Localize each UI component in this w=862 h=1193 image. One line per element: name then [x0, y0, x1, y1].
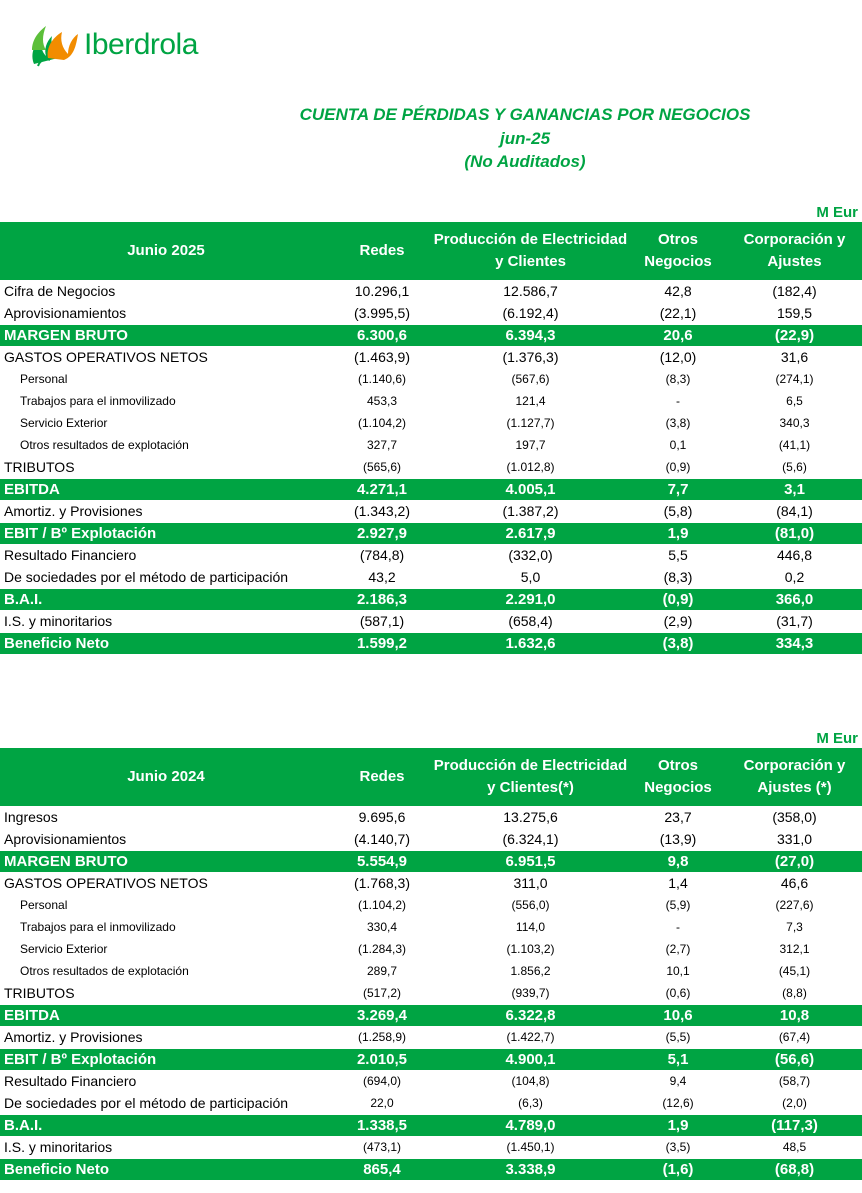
row-value: 446,8 — [776, 547, 813, 563]
row-label: Otros resultados de explotación — [20, 964, 189, 978]
row-value: (1.463,9) — [353, 349, 411, 365]
row-value: 311,0 — [513, 875, 548, 891]
row-value: (1.768,3) — [353, 875, 411, 891]
row-label: I.S. y minoritarios — [4, 612, 113, 629]
row-value: (6.324,1) — [502, 830, 559, 847]
row-value: 9,8 — [629, 850, 727, 872]
table-row — [0, 566, 862, 588]
pl-table-2025 — [0, 222, 862, 654]
row-value: 6.951,5 — [432, 850, 629, 872]
table-row — [0, 806, 862, 828]
row-value: - — [676, 394, 680, 408]
row-value: (22,1) — [659, 304, 697, 321]
row-value: 1.338,5 — [332, 1114, 432, 1136]
row-value: 6.300,6 — [332, 324, 432, 346]
row-value: (5,8) — [663, 502, 693, 519]
table-row — [0, 478, 862, 500]
row-label: TRIBUTOS — [4, 984, 75, 1001]
iberdrola-flame-icon — [28, 20, 80, 68]
table-row — [0, 632, 862, 654]
row-value: (3.995,5) — [353, 304, 411, 321]
header-period: Junio 2024 — [0, 748, 332, 806]
row-value: 453,3 — [366, 394, 398, 408]
row-value: 2.617,9 — [432, 522, 629, 544]
row-value: (1.387,2) — [502, 502, 559, 519]
row-label: Aprovisionamientos — [4, 830, 127, 847]
row-value: (4.140,7) — [353, 830, 411, 847]
brand-name: Iberdrola — [84, 28, 198, 61]
row-value: (5,9) — [665, 898, 691, 912]
row-value: (1.450,1) — [506, 1139, 555, 1154]
row-label: Personal — [20, 898, 68, 912]
row-value: 31,6 — [780, 349, 809, 365]
row-value: 46,6 — [780, 875, 809, 891]
row-value: 1.599,2 — [332, 632, 432, 654]
row-value: 22,0 — [370, 1095, 394, 1110]
row-value: (1.104,2) — [357, 416, 407, 430]
table-row — [0, 916, 862, 938]
row-value: (332,0) — [508, 547, 553, 563]
header-row — [0, 222, 862, 280]
row-value: 10,6 — [629, 1004, 727, 1026]
table-row — [0, 960, 862, 982]
row-value: 366,0 — [727, 588, 862, 610]
table-row — [0, 1114, 862, 1136]
row-value: 331,0 — [776, 830, 813, 847]
row-value: (1.127,7) — [506, 416, 555, 430]
report-title: CUENTA DE PÉRDIDAS Y GANANCIAS POR NEGOCIOS — [299, 105, 751, 124]
row-value: (587,1) — [359, 612, 405, 629]
row-value: 9,4 — [669, 1074, 687, 1088]
table-row — [0, 500, 862, 522]
row-label: MARGEN BRUTO — [0, 324, 332, 346]
row-value: 20,6 — [629, 324, 727, 346]
table-row — [0, 872, 862, 894]
row-value: (1.343,2) — [353, 502, 411, 519]
row-value: (556,0) — [511, 898, 550, 912]
row-value: (104,8) — [511, 1074, 550, 1088]
row-value: (2,0) — [782, 1095, 807, 1110]
table-row — [0, 1004, 862, 1026]
row-value: (182,4) — [772, 283, 817, 299]
row-label: EBITDA — [0, 1004, 332, 1026]
unit-label: M Eur — [816, 204, 858, 221]
row-value: (3,8) — [665, 416, 691, 430]
table-row — [0, 1048, 862, 1070]
row-label: Cifra de Negocios — [4, 283, 116, 299]
row-label: B.A.I. — [0, 1114, 332, 1136]
row-value: 13.275,6 — [503, 809, 558, 825]
row-value: (5,6) — [782, 459, 807, 474]
table-row — [0, 894, 862, 916]
table-row — [0, 1070, 862, 1092]
row-value: 10.296,1 — [354, 283, 410, 299]
row-value: 121,4 — [515, 394, 546, 408]
header-column: Otros Negocios — [629, 748, 727, 806]
table-row — [0, 982, 862, 1004]
row-value: (227,6) — [775, 898, 814, 912]
row-label: EBITDA — [0, 478, 332, 500]
table-row — [0, 412, 862, 434]
row-value: 1.632,6 — [432, 632, 629, 654]
brand-logo — [28, 20, 218, 70]
row-label: Servicio Exterior — [20, 942, 108, 956]
row-value: (1.103,2) — [506, 942, 555, 956]
row-value: 5,5 — [668, 547, 688, 563]
row-label: TRIBUTOS — [4, 458, 75, 475]
report-audit-note: (No Auditados) — [464, 152, 586, 171]
row-value: 5.554,9 — [332, 850, 432, 872]
row-label: De sociedades por el método de participación — [4, 1094, 289, 1111]
row-value: (1.140,6) — [357, 372, 407, 386]
table-row — [0, 280, 862, 302]
row-value: 1.856,2 — [510, 964, 551, 978]
row-value: 0,1 — [669, 438, 687, 452]
row-value: (84,1) — [776, 502, 813, 519]
table-row — [0, 544, 862, 566]
row-value: (2,7) — [665, 942, 691, 956]
row-label: Personal — [20, 372, 68, 386]
row-value: (12,0) — [659, 349, 697, 365]
row-value: 6,5 — [786, 394, 803, 408]
row-value: 5,1 — [629, 1048, 727, 1070]
row-label: Amortiz. y Provisiones — [4, 502, 143, 519]
row-value: (658,4) — [508, 612, 553, 629]
table-row — [0, 828, 862, 850]
row-value: 3.338,9 — [432, 1158, 629, 1180]
row-value: 4.271,1 — [332, 478, 432, 500]
table-row — [0, 390, 862, 412]
row-value: 5,0 — [520, 568, 541, 585]
row-value: (2,9) — [663, 612, 693, 629]
row-value: (8,3) — [665, 372, 691, 386]
row-value: 6.394,3 — [432, 324, 629, 346]
row-label: I.S. y minoritarios — [4, 1138, 113, 1155]
table-row — [0, 1136, 862, 1158]
row-label: GASTOS OPERATIVOS NETOS — [4, 349, 208, 365]
row-label: EBIT / Bº Explotación — [0, 522, 332, 544]
row-value: (1.376,3) — [502, 349, 559, 365]
row-value: (41,1) — [778, 438, 811, 452]
row-value: 6.322,8 — [432, 1004, 629, 1026]
table-row — [0, 456, 862, 478]
table-row — [0, 522, 862, 544]
row-value: 42,8 — [664, 283, 692, 299]
row-value: 7,3 — [786, 920, 803, 934]
row-value: 4.900,1 — [432, 1048, 629, 1070]
row-label: Aprovisionamientos — [4, 304, 127, 321]
row-value: 2.927,9 — [332, 522, 432, 544]
row-value: (1.284,3) — [357, 942, 407, 956]
header-row — [0, 748, 862, 806]
row-value: (68,8) — [727, 1158, 862, 1180]
row-value: 197,7 — [515, 438, 546, 452]
row-label: Servicio Exterior — [20, 416, 108, 430]
row-value: (56,6) — [727, 1048, 862, 1070]
row-value: (27,0) — [727, 850, 862, 872]
header-column: Otros Negocios — [629, 222, 727, 280]
row-value: 340,3 — [779, 416, 810, 430]
table-row — [0, 938, 862, 960]
table-row — [0, 434, 862, 456]
table-row — [0, 346, 862, 368]
row-label: Resultado Financiero — [4, 1073, 137, 1089]
row-value: 1,9 — [629, 522, 727, 544]
row-value: (0,6) — [665, 985, 691, 1000]
header-column: Redes — [332, 222, 432, 280]
row-value: 7,7 — [629, 478, 727, 500]
row-value: (5,5) — [665, 1029, 691, 1044]
row-value: (13,9) — [659, 830, 697, 847]
report-period: jun-25 — [499, 129, 551, 148]
table-row — [0, 302, 862, 324]
row-value: 0,2 — [784, 568, 805, 585]
header-column: Producción de Electricidad y Clientes — [432, 222, 629, 280]
row-value: (694,0) — [362, 1074, 402, 1088]
header-column: Producción de Electricidad y Clientes(*) — [432, 748, 629, 806]
row-value: (939,7) — [511, 985, 550, 1000]
row-value: 1,4 — [668, 875, 688, 891]
row-value: (22,9) — [727, 324, 862, 346]
row-value: 159,5 — [776, 304, 813, 321]
row-value: 114,0 — [515, 920, 546, 934]
row-value: 10,8 — [727, 1004, 862, 1026]
row-label: De sociedades por el método de participación — [4, 568, 289, 585]
row-value: 3.269,4 — [332, 1004, 432, 1026]
row-value: 9.695,6 — [358, 809, 406, 825]
table-row — [0, 1026, 862, 1048]
row-label: Ingresos — [4, 809, 58, 825]
row-value: (67,4) — [778, 1029, 811, 1044]
row-value: 48,5 — [782, 1139, 807, 1154]
row-value: 289,7 — [366, 964, 398, 978]
row-value: (8,8) — [782, 985, 807, 1000]
row-value: 330,4 — [366, 920, 398, 934]
row-label: GASTOS OPERATIVOS NETOS — [4, 875, 208, 891]
row-label: Trabajos para el inmovilizado — [20, 394, 176, 408]
row-value: (1.012,8) — [506, 459, 555, 474]
row-value: (0,9) — [665, 459, 691, 474]
table-row — [0, 324, 862, 346]
row-value: 2.186,3 — [332, 588, 432, 610]
row-value: (58,7) — [778, 1074, 811, 1088]
row-label: Beneficio Neto — [0, 632, 332, 654]
row-value: 334,3 — [727, 632, 862, 654]
table-row — [0, 368, 862, 390]
row-label: Trabajos para el inmovilizado — [20, 920, 176, 934]
table-row — [0, 588, 862, 610]
row-label: Amortiz. y Provisiones — [4, 1028, 143, 1045]
unit-label: M Eur — [816, 730, 858, 747]
row-value: (45,1) — [778, 964, 811, 978]
table-row — [0, 850, 862, 872]
row-value: 12.586,7 — [503, 283, 558, 299]
row-label: Beneficio Neto — [0, 1158, 332, 1180]
row-value: 865,4 — [332, 1158, 432, 1180]
row-value: (3,8) — [629, 632, 727, 654]
row-value: 23,7 — [664, 809, 692, 825]
header-period: Junio 2025 — [0, 222, 332, 280]
row-value: (1.422,7) — [506, 1029, 555, 1044]
row-value: 1,9 — [629, 1114, 727, 1136]
row-value: 327,7 — [366, 438, 398, 452]
row-value: 2.010,5 — [332, 1048, 432, 1070]
table-row — [0, 1092, 862, 1114]
row-value: (473,1) — [362, 1139, 402, 1154]
header-column: Corporación y Ajustes (*) — [727, 748, 862, 806]
row-value: (8,3) — [663, 568, 693, 585]
header-column: Corporación y Ajustes — [727, 222, 862, 280]
row-label: Otros resultados de explotación — [20, 438, 189, 452]
row-value: 43,2 — [368, 568, 396, 585]
table-row — [0, 610, 862, 632]
row-value: (1.258,9) — [357, 1029, 407, 1044]
row-value: (784,8) — [359, 547, 405, 563]
row-label: Resultado Financiero — [4, 547, 137, 563]
row-value: - — [676, 920, 680, 934]
row-value: (6.192,4) — [502, 304, 559, 321]
row-value: (31,7) — [776, 612, 813, 629]
row-value: (6,3) — [518, 1095, 543, 1110]
row-value: (567,6) — [511, 372, 550, 386]
row-value: (81,0) — [727, 522, 862, 544]
row-label: EBIT / Bº Explotación — [0, 1048, 332, 1070]
row-value: (565,6) — [362, 459, 402, 474]
row-value: 312,1 — [779, 942, 810, 956]
row-value: (0,9) — [629, 588, 727, 610]
pl-table-2024 — [0, 748, 862, 1180]
row-value: (12,6) — [662, 1095, 694, 1110]
row-label: MARGEN BRUTO — [0, 850, 332, 872]
row-label: B.A.I. — [0, 588, 332, 610]
row-value: 2.291,0 — [432, 588, 629, 610]
row-value: 10,1 — [666, 964, 690, 978]
header-column: Redes — [332, 748, 432, 806]
row-value: 4.005,1 — [432, 478, 629, 500]
row-value: (3,5) — [665, 1139, 691, 1154]
row-value: (117,3) — [727, 1114, 862, 1136]
row-value: (358,0) — [772, 809, 817, 825]
row-value: (1.104,2) — [357, 898, 407, 912]
table-row — [0, 1158, 862, 1180]
row-value: 3,1 — [727, 478, 862, 500]
row-value: (517,2) — [362, 985, 402, 1000]
row-value: 4.789,0 — [432, 1114, 629, 1136]
row-value: (1,6) — [629, 1158, 727, 1180]
row-value: (274,1) — [775, 372, 814, 386]
